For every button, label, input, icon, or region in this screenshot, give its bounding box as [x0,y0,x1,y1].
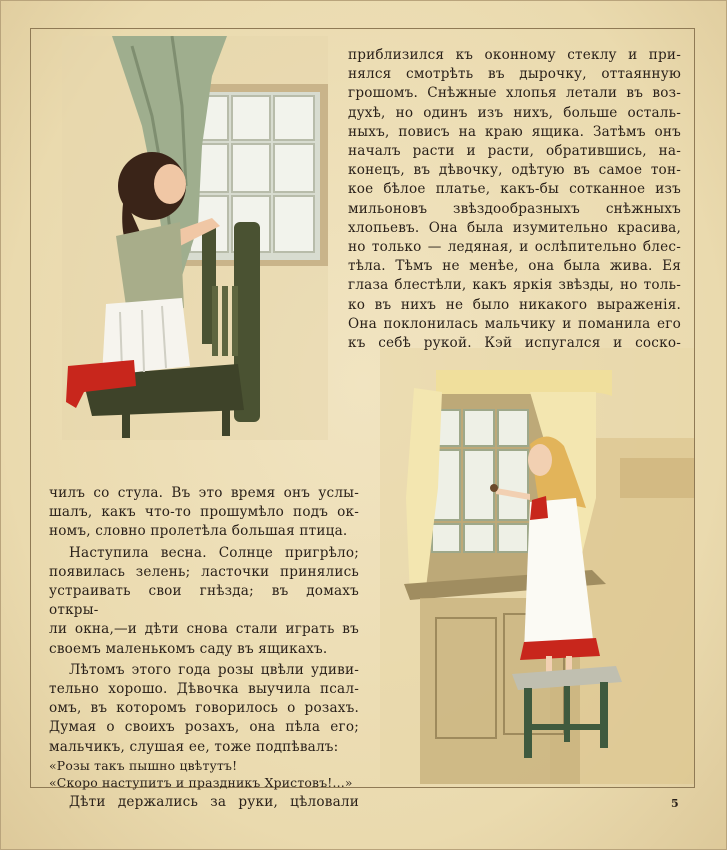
page-number: 5 [671,797,679,810]
text-line: кое бѣлое платье, какъ-бы сотканное изъ [348,181,681,198]
text-line: мильоновъ звѣздообразныхъ снѣжныхъ [348,200,681,217]
text-line: появилась зелень; ласточки принялись [49,563,359,580]
text-line: тѣла. Тѣмъ не менѣе, она была жива. Ея [348,258,681,275]
text-line: грошомъ. Снѣжные хлопья летали въ воз- [348,85,681,102]
text-line: чилъ со стула. Въ это время онъ услы- [49,485,359,501]
text-line: началъ расти и расти, обратившись, на- [348,143,681,160]
text-line: приблизился къ оконному стеклу и при- [348,47,681,63]
song-line: «Розы такъ пышно цвѣтутъ! [49,757,238,773]
text-line: ко въ нихъ не было никакого выраженія. [348,296,681,313]
text-column-top-right [348,46,681,353]
text-line: нялся смотрѣть въ дырочку, оттаянную [348,66,681,83]
text-line: ли окна,—и дѣти снова стали играть въ [49,621,359,638]
illustration-girl-on-chair [62,36,328,440]
text-column-bottom-left [49,484,359,812]
song-line: «Скоро наступитъ и праздникъ Христовъ!...» [49,774,353,790]
text-line: хлопьевъ. Она была изумительно красива, [348,219,681,236]
text-line: мальчикъ, слушая ее, тоже подпѣвалъ: [49,738,339,755]
text-line: Она поклонилась мальчику и поманила его [348,315,681,332]
text-line: Дѣти держались за руки, цѣловали [69,793,359,810]
text-line: шалъ, какъ что-то прошумѣло подъ ок- [49,504,359,521]
text-line: тельно хорошо. Дѣвочка выучила псал- [49,681,359,698]
text-line: къ себѣ рукой. Кэй испугался и соско- [348,335,681,352]
text-line: глаза блестѣли, какъ яркія звѣзды, но толь- [348,277,681,294]
text-line: ныхъ, повисъ на краю ящика. Затѣмъ онъ [348,123,681,140]
text-line: омъ, въ которомъ говорилось о розахъ. [49,700,359,717]
text-line: духѣ, но одинъ изъ нихъ, больше осталь- [348,104,681,121]
text-line: Наступила весна. Солнце пригрѣло; [69,544,359,561]
text-line: конецъ, въ дѣвочку, одѣтую въ самое тон- [348,162,681,179]
text-line: номъ, словно пролетѣла большая птица. [49,523,348,540]
text-line: устраивать свои гнѣзда; въ домахъ откры- [49,583,359,619]
text-line: но только — ледяная, и ослѣпительно блес- [348,239,681,256]
illustration-girl-on-stool [380,348,694,784]
text-line: Думая о своихъ розахъ, она пѣла его; [49,719,359,736]
text-line: своемъ маленькомъ саду въ ящикахъ. [49,640,328,657]
text-line: Лѣтомъ этого года розы цвѣли удиви- [69,661,359,678]
